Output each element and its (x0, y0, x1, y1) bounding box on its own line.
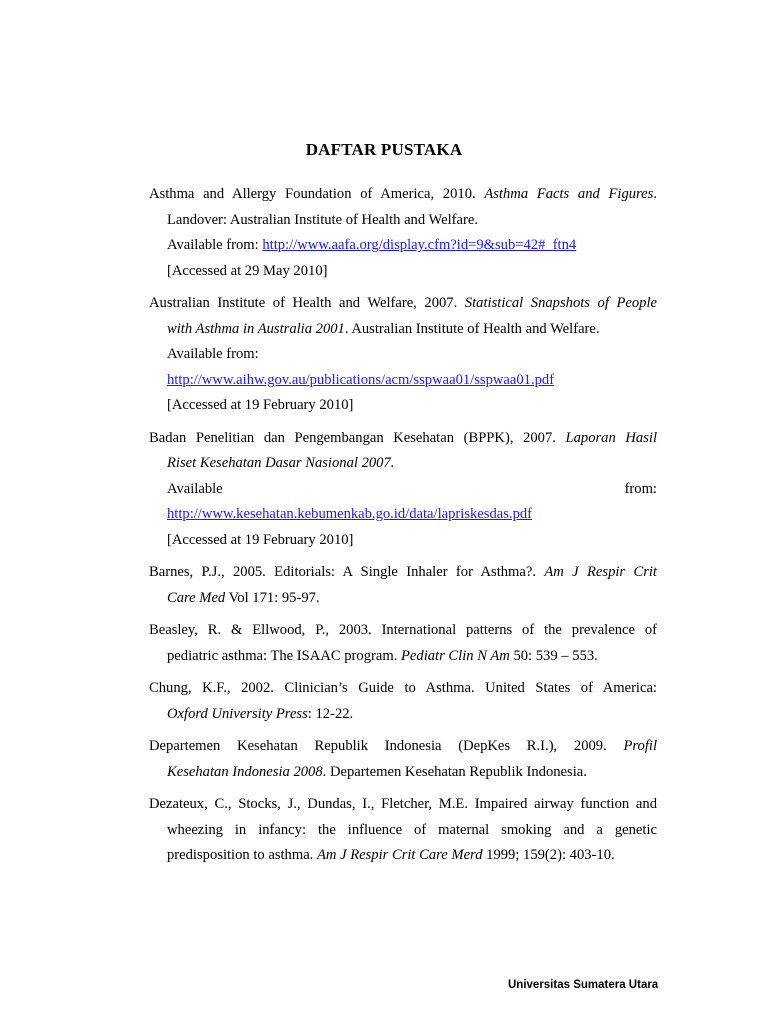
ref-title: Asthma Facts and Figures (484, 186, 654, 202)
ref-text: 1999; 159(2): 403-10. (482, 847, 615, 863)
reference-line (149, 760, 657, 786)
ref-title: Kesehatan Indonesia 2008 (167, 763, 323, 780)
ref-text: Badan Penelitian dan Pengembangan Kesehatan (BPPK), 2007. (149, 429, 566, 446)
ref-title: Riset Kesehatan Dasar Nasional 2007. (167, 455, 395, 471)
reference-list (149, 182, 657, 876)
ref-title: Am J Respir Crit (544, 564, 657, 580)
reference-line (149, 259, 657, 285)
ref-link[interactable]: http://www.aafa.org/display.cfm?id=9&sub=42#_ftn4 (262, 237, 577, 253)
ref-text: Chung, K.F., 2002. Clinician’s Guide to Asthma. United States of America: (149, 680, 657, 696)
ref-text: Landover: Australian Institute of Health and Welfare. (167, 211, 478, 228)
ref-title: Statistical Snapshots of People (464, 295, 657, 311)
ref-text: from: (624, 480, 657, 497)
reference-item (149, 676, 657, 727)
ref-title: Care Med (167, 589, 226, 606)
reference-line (149, 586, 657, 612)
ref-text: [Accessed at 19 February 2010] (167, 397, 354, 413)
reference-line (149, 528, 657, 554)
ref-text: : 12-22. (307, 705, 354, 722)
ref-text: pediatric asthma: The ISAAC program. (167, 647, 401, 664)
ref-text: . Departemen Kesehatan Republik Indonesia. (322, 763, 587, 780)
reference-item (149, 618, 657, 669)
ref-title: Pediatr Clin N Am (401, 647, 510, 664)
reference-line (149, 451, 657, 477)
ref-title: Oxford University Press (167, 705, 308, 722)
reference-line (149, 291, 657, 317)
reference-line (149, 426, 657, 452)
ref-text: Beasley, R. & Ellwood, P., 2003. International patterns of the prevalence of (149, 622, 657, 638)
ref-title: Profil (623, 738, 657, 754)
ref-text: predisposition to asthma. (167, 847, 317, 863)
reference-line (149, 702, 657, 728)
ref-text: Departemen Kesehatan Republik Indonesia (DepKes R.I.), 2009. (149, 738, 624, 754)
ref-text: Barnes, P.J., 2005. Editorials: A Single Inhaler for Asthma?. (149, 564, 545, 580)
reference-line (149, 182, 657, 208)
footer-institution: Universitas Sumatera Utara (508, 979, 659, 991)
reference-line (149, 342, 657, 368)
ref-link[interactable]: http://www.aihw.gov.au/publications/acm/sspwaa01/sspwaa01.pdf (167, 371, 555, 388)
reference-line (149, 618, 657, 644)
reference-item (149, 182, 657, 284)
ref-text: . (653, 186, 657, 202)
ref-text: Available from: (167, 346, 259, 362)
reference-item (149, 734, 657, 785)
ref-title: with Asthma in Australia 2001 (167, 320, 345, 337)
ref-text: Available from: (167, 237, 263, 253)
ref-text: Available (167, 480, 223, 497)
ref-text: . Australian Institute of Health and Welfare. (344, 320, 600, 337)
ref-text: [Accessed at 29 May 2010] (167, 262, 328, 279)
ref-text: Dezateux, C., Stocks, J., Dundas, I., Fletcher, M.E. Impaired airway function and (149, 796, 657, 812)
reference-line (149, 317, 657, 343)
reference-line (149, 502, 657, 528)
ref-text: Asthma and Allergy Foundation of America, 2010. (149, 186, 485, 202)
ref-link[interactable]: http://www.kesehatan.kebumenkab.go.id/data/lapriskesdas.pdf (167, 506, 533, 522)
reference-line (149, 792, 657, 818)
reference-item (149, 792, 657, 869)
reference-line (149, 818, 657, 844)
ref-text: Vol 171: 95-97. (225, 589, 320, 606)
reference-line (149, 676, 657, 702)
reference-line (149, 208, 657, 234)
ref-title: Am J Respir Crit Care Merd (316, 847, 483, 863)
reference-line (149, 734, 657, 760)
page-title: DAFTAR PUSTAKA (305, 140, 463, 159)
reference-item (149, 560, 657, 611)
reference-line (149, 843, 657, 869)
reference-line (149, 393, 657, 419)
ref-text: [Accessed at 19 February 2010] (167, 531, 354, 548)
reference-item (149, 291, 657, 419)
ref-text: Australian Institute of Health and Welfare, 2007. (149, 295, 465, 311)
ref-title: Laporan Hasil (565, 429, 657, 446)
reference-line (149, 560, 657, 586)
reference-line (149, 368, 657, 394)
reference-line (149, 233, 657, 259)
reference-line (149, 644, 657, 670)
reference-item (149, 426, 657, 554)
ref-text: wheezing in infancy: the influence of maternal smoking and a genetic (167, 821, 657, 838)
ref-text: 50: 539 – 553. (509, 647, 598, 664)
reference-line (149, 477, 657, 503)
